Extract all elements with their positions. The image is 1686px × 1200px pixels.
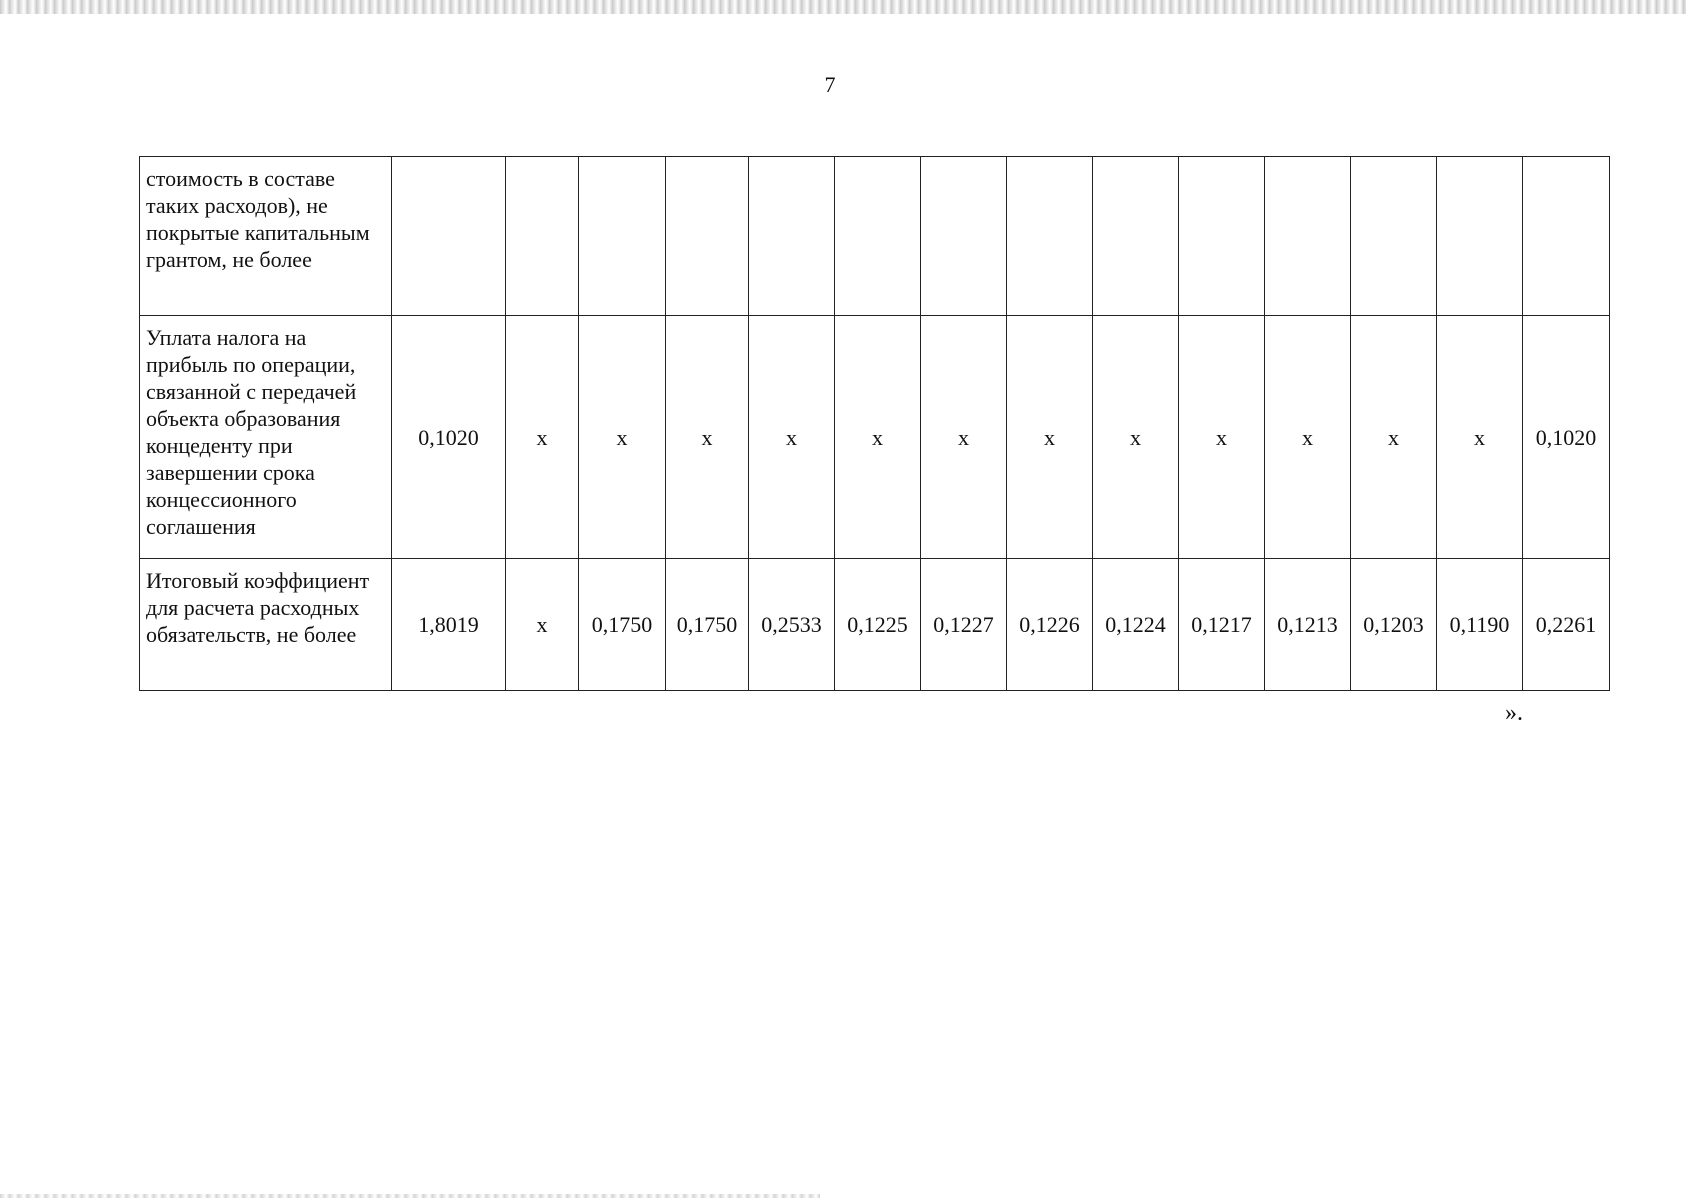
table-cell: х — [579, 316, 666, 559]
table-cell: 0,2261 — [1523, 559, 1610, 691]
table-cell: 0,1020 — [392, 316, 506, 559]
table-cell: 0,1213 — [1265, 559, 1351, 691]
table-cell — [1437, 157, 1523, 316]
table-cell — [1351, 157, 1437, 316]
table-cell — [666, 157, 749, 316]
table-cell: х — [1437, 316, 1523, 559]
table-cell: х — [921, 316, 1007, 559]
table-cell — [506, 157, 579, 316]
table-row — [140, 559, 1610, 691]
page-number: 7 — [824, 72, 836, 97]
table-row — [140, 157, 1610, 316]
table-row — [140, 316, 1610, 559]
scan-edge-bottom — [0, 1194, 820, 1198]
table-cell — [1093, 157, 1179, 316]
table-cell — [392, 157, 506, 316]
table-cell: х — [1265, 316, 1351, 559]
table-cell — [1007, 157, 1093, 316]
table-cell — [749, 157, 835, 316]
table-cell: 0,1224 — [1093, 559, 1179, 691]
table-cell: 0,2533 — [749, 559, 835, 691]
row-label: Уплата налога на прибыль по операции, связанной с передачей объекта образования концеденту при завершении срока концессионного соглашения — [140, 316, 392, 559]
table-cell: 0,1225 — [835, 559, 921, 691]
table-cell: 0,1020 — [1523, 316, 1610, 559]
table-cell — [921, 157, 1007, 316]
table-cell — [835, 157, 921, 316]
row-label: стоимость в составе таких расходов), не покрытые капитальным грантом, не более — [140, 157, 392, 316]
table-cell: 0,1203 — [1351, 559, 1437, 691]
table-cell: х — [506, 559, 579, 691]
table-cell: х — [1093, 316, 1179, 559]
table-cell: 0,1190 — [1437, 559, 1523, 691]
closing-quote-mark: ». — [1505, 700, 1523, 726]
table-cell: х — [666, 316, 749, 559]
scan-edge-top — [0, 0, 1686, 14]
table-cell — [1523, 157, 1610, 316]
table-cell — [579, 157, 666, 316]
table-cell — [1179, 157, 1265, 316]
table-cell: 0,1750 — [579, 559, 666, 691]
table-cell — [1265, 157, 1351, 316]
table-cell: 0,1750 — [666, 559, 749, 691]
table-cell: 0,1227 — [921, 559, 1007, 691]
coefficient-table — [139, 156, 1610, 691]
table-cell: х — [1179, 316, 1265, 559]
table-cell: х — [506, 316, 579, 559]
table-cell: х — [1351, 316, 1437, 559]
table-cell: х — [749, 316, 835, 559]
table-cell: х — [1007, 316, 1093, 559]
table-cell: х — [835, 316, 921, 559]
table-cell: 0,1226 — [1007, 559, 1093, 691]
table-cell: 1,8019 — [392, 559, 506, 691]
row-label: Итоговый коэффициент для расчета расходных обязательств, не более — [140, 559, 392, 691]
table-cell: 0,1217 — [1179, 559, 1265, 691]
